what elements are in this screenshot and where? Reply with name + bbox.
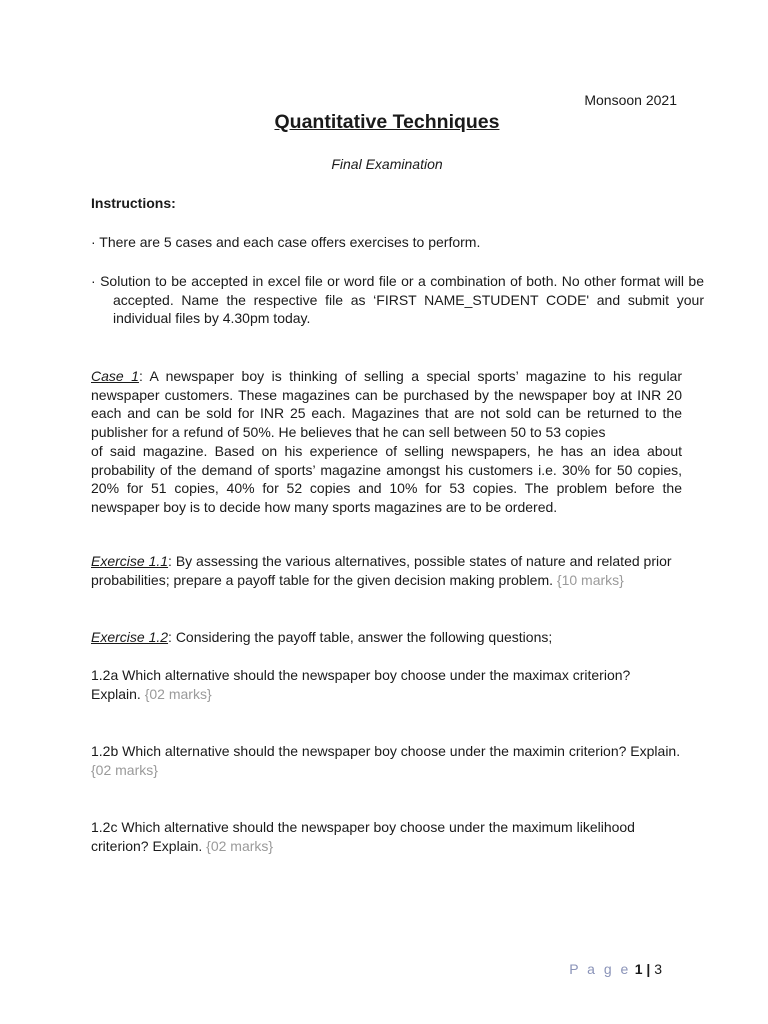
semester-label: Monsoon 2021	[584, 92, 677, 108]
instruction-item: · There are 5 cases and each case offers exercises to perform.	[91, 234, 481, 250]
exercise-1-2-paragraph	[91, 628, 682, 647]
question-text: 1.2a Which alternative should the newspaper boy choose under the maximax criterion? Explain.	[91, 667, 631, 702]
question-1-2b	[91, 742, 682, 779]
page-title: Quantitative Techniques	[274, 111, 500, 133]
exercise-1-2-text: : Considering the payoff table, answer the following questions;	[168, 629, 553, 645]
page-subtitle: Final Examination	[331, 156, 443, 172]
exercise-1-2-label: Exercise 1.2	[91, 629, 169, 645]
question-1-2a	[91, 666, 682, 703]
exercise-1-1-text: : By assessing the various alternatives, possible states of nature and related prior probabilities; prepare a payoff table for the given decision making problem.	[91, 553, 672, 588]
exercise-1-1-paragraph	[91, 552, 682, 589]
case-1-text-part1: : A newspaper boy is thinking of selling a special sports’ magazine to his regular newspaper customers. These magazines can be purchased by the newspaper boy at INR 20 each and can be sold for INR 25 each. Magazines that are not sold can be returned to the publisher for a refund of 50%. He believes that he can sell between 50 to 53 copies	[91, 368, 682, 441]
question-1-2c	[91, 818, 682, 855]
question-text: 1.2b Which alternative should the newspaper boy choose under the maximin criterion? Explain.	[91, 743, 681, 759]
page-number: 1	[634, 961, 643, 977]
page-separator: |	[646, 961, 651, 977]
exercise-1-1-label: Exercise 1.1	[91, 553, 169, 569]
question-text: 1.2c Which alternative should the newspaper boy choose under the maximum likelihood criterion? Explain.	[91, 819, 635, 854]
page-footer	[569, 961, 662, 977]
page-word: P a g e	[569, 961, 631, 977]
exercise-1-1-marks: {10 marks}	[556, 571, 624, 588]
instructions-heading: Instructions:	[91, 195, 176, 211]
question-marks: {02 marks}	[91, 761, 158, 778]
question-marks: {02 marks}	[144, 685, 212, 702]
page-total: 3	[654, 961, 662, 977]
case-1-label: Case 1	[91, 368, 139, 384]
instruction-item: · Solution to be accepted in excel file or word file or a combination of both. No other format will be accepted. Name the respective file as ‘FIRST NAME_STUDENT CODE' and submit your individual files by 4.30pm today.	[91, 273, 704, 327]
case-1-paragraph	[91, 367, 682, 517]
question-marks: {02 marks}	[206, 837, 274, 854]
case-1-text-part2: of said magazine. Based on his experience of selling newspapers, he has an idea about probability of the demand of sports’ magazine amongst his customers i.e. 30% for 50 copies, 20% for 51 copies, 40% for 52 copies and 10% for 53 copies. The problem before the newspaper boy is to decide how many sports magazines are to be ordered.	[91, 442, 682, 515]
